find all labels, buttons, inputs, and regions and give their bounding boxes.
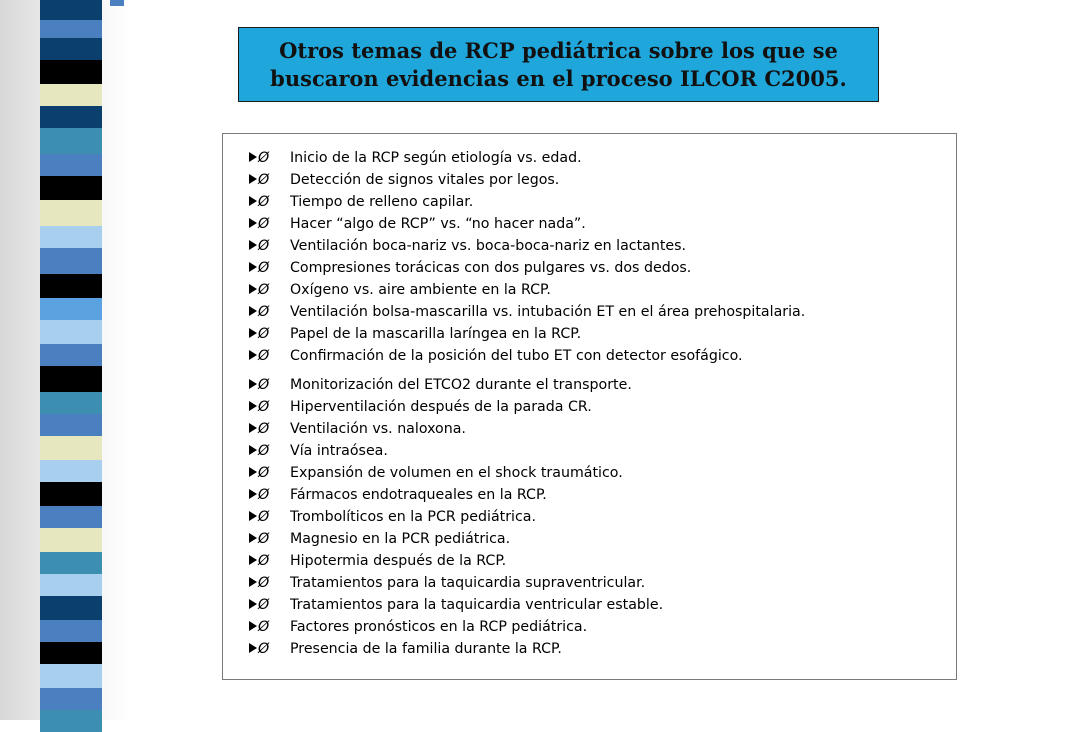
list-item-label: Inicio de la RCP según etiología vs. edad. <box>290 150 582 166</box>
bullet-glyph: Ø <box>258 194 270 210</box>
list-item <box>249 441 388 461</box>
bullet-glyph: Ø <box>258 172 270 188</box>
list-item-label: Hacer “algo de RCP” vs. “no hacer nada”. <box>290 216 586 232</box>
bullet-glyph: Ø <box>258 304 270 320</box>
title-line-2: buscaron evidencias en el proceso ILCOR C2005. <box>270 66 847 91</box>
list-item-label: Hipotermia después de la RCP. <box>290 553 507 569</box>
arrow-bullet-icon <box>249 262 257 272</box>
list-item <box>249 280 551 300</box>
arrow-bullet-icon <box>249 401 257 411</box>
list-item-label: Hiperventilación después de la parada CR. <box>290 399 592 415</box>
bullet-glyph: Ø <box>258 216 270 232</box>
bullet-glyph: Ø <box>258 282 270 298</box>
arrow-bullet-icon <box>249 599 257 609</box>
list-item <box>249 148 582 168</box>
stripe-segment <box>40 176 102 200</box>
decorative-stripe <box>40 0 102 720</box>
arrow-bullet-icon <box>249 621 257 631</box>
list-item <box>249 639 562 659</box>
arrow-bullet-icon <box>249 423 257 433</box>
list-item <box>249 214 586 234</box>
stripe-segment <box>40 392 102 414</box>
bullet-glyph: Ø <box>258 348 270 364</box>
list-item-label: Monitorización del ETCO2 durante el transporte. <box>290 377 632 393</box>
stripe-segment <box>40 38 102 60</box>
stripe-segment <box>40 248 102 274</box>
list-item <box>249 507 536 527</box>
list-item <box>249 463 623 483</box>
stripe-segment <box>40 506 102 528</box>
list-item-label: Trombolíticos en la PCR pediátrica. <box>290 509 536 525</box>
bullet-glyph: Ø <box>258 377 270 393</box>
arrow-bullet-icon <box>249 174 257 184</box>
stripe-segment <box>40 106 102 128</box>
list-item <box>249 529 510 549</box>
list-item-label: Oxígeno vs. aire ambiente en la RCP. <box>290 282 551 298</box>
arrow-bullet-icon <box>249 306 257 316</box>
list-item <box>249 397 592 417</box>
stripe-segment <box>40 320 102 344</box>
bullet-glyph: Ø <box>258 575 270 591</box>
stripe-segment <box>40 298 102 320</box>
list-item-label: Compresiones torácicas con dos pulgares vs. dos dedos. <box>290 260 692 276</box>
arrow-bullet-icon <box>249 577 257 587</box>
bullet-glyph: Ø <box>258 443 270 459</box>
list-item-label: Detección de signos vitales por legos. <box>290 172 560 188</box>
stripe-segment <box>40 710 102 732</box>
list-item-label: Vía intraósea. <box>290 443 388 459</box>
list-item <box>249 595 663 615</box>
bullet-glyph: Ø <box>258 641 270 657</box>
list-item-label: Tiempo de relleno capilar. <box>290 194 474 210</box>
arrow-bullet-icon <box>249 445 257 455</box>
list-item <box>249 258 691 278</box>
bullet-glyph: Ø <box>258 326 270 342</box>
stripe-segment <box>40 20 102 38</box>
bullet-glyph: Ø <box>258 150 270 166</box>
list-item <box>249 170 559 190</box>
list-item <box>249 573 645 593</box>
list-item <box>249 419 466 439</box>
list-item-label: Ventilación vs. naloxona. <box>290 421 466 437</box>
arrow-bullet-icon <box>249 152 257 162</box>
list-item-label: Fármacos endotraqueales en la RCP. <box>290 487 547 503</box>
stripe-segment <box>40 84 102 106</box>
stripe-segment <box>40 154 102 176</box>
bullet-glyph: Ø <box>258 619 270 635</box>
list-item-label: Tratamientos para la taquicardia ventricular estable. <box>290 597 664 613</box>
list-item-label: Factores pronósticos en la RCP pediátrica. <box>290 619 588 635</box>
arrow-bullet-icon <box>249 511 257 521</box>
list-item <box>249 192 473 212</box>
stripe-segment <box>40 574 102 596</box>
stripe-segment <box>40 274 102 298</box>
stripe-segment <box>40 482 102 506</box>
stripe-segment <box>40 596 102 620</box>
topic-list <box>222 133 957 680</box>
list-item <box>249 236 686 256</box>
stripe-segment <box>40 688 102 710</box>
stripe-segment <box>40 552 102 574</box>
list-item-label: Ventilación boca-nariz vs. boca-boca-nariz en lactantes. <box>290 238 687 254</box>
arrow-bullet-icon <box>249 489 257 499</box>
arrow-bullet-icon <box>249 196 257 206</box>
list-item-label: Papel de la mascarilla laríngea en la RCP. <box>290 326 582 342</box>
arrow-bullet-icon <box>249 328 257 338</box>
stripe-segment <box>40 344 102 366</box>
bullet-glyph: Ø <box>258 421 270 437</box>
bullet-glyph: Ø <box>258 553 270 569</box>
stripe-segment <box>40 366 102 392</box>
list-item <box>249 346 743 366</box>
arrow-bullet-icon <box>249 555 257 565</box>
list-item-label: Expansión de volumen en el shock traumático. <box>290 465 623 481</box>
list-item <box>249 617 587 637</box>
stripe-segment <box>40 664 102 688</box>
stripe-segment <box>40 128 102 154</box>
bullet-glyph: Ø <box>258 487 270 503</box>
bullet-glyph: Ø <box>258 531 270 547</box>
list-item-label: Presencia de la familia durante la RCP. <box>290 641 562 657</box>
stripe-segment <box>40 414 102 436</box>
list-item <box>249 551 506 571</box>
bullet-glyph: Ø <box>258 399 270 415</box>
stripe-segment <box>40 60 102 84</box>
stripe-segment <box>40 620 102 642</box>
arrow-bullet-icon <box>249 350 257 360</box>
slide-title <box>239 37 878 93</box>
stripe-segment <box>40 226 102 248</box>
arrow-bullet-icon <box>249 284 257 294</box>
title-line-1: Otros temas de RCP pediátrica sobre los que se <box>279 38 838 63</box>
bullet-glyph: Ø <box>258 597 270 613</box>
list-item-label: Tratamientos para la taquicardia supraventricular. <box>290 575 646 591</box>
bullet-glyph: Ø <box>258 260 270 276</box>
bullet-glyph: Ø <box>258 465 270 481</box>
list-item <box>249 485 547 505</box>
arrow-bullet-icon <box>249 379 257 389</box>
title-box <box>238 27 879 102</box>
stripe-segment <box>40 528 102 552</box>
arrow-bullet-icon <box>249 533 257 543</box>
list-item <box>249 302 805 322</box>
bullet-glyph: Ø <box>258 509 270 525</box>
arrow-bullet-icon <box>249 218 257 228</box>
list-item <box>249 375 632 395</box>
list-item-label: Ventilación bolsa-mascarilla vs. intubación ET en el área prehospitalaria. <box>290 304 806 320</box>
stripe-segment <box>40 200 102 226</box>
stripe-segment <box>40 460 102 482</box>
list-item-label: Magnesio en la PCR pediátrica. <box>290 531 511 547</box>
list-item <box>249 324 581 344</box>
arrow-bullet-icon <box>249 643 257 653</box>
stripe-segment <box>40 0 102 20</box>
list-item-label: Confirmación de la posición del tubo ET con detector esofágico. <box>290 348 743 364</box>
arrow-bullet-icon <box>249 467 257 477</box>
corner-accent <box>110 0 124 6</box>
stripe-segment <box>40 436 102 460</box>
arrow-bullet-icon <box>249 240 257 250</box>
stripe-segment <box>40 642 102 664</box>
bullet-glyph: Ø <box>258 238 270 254</box>
